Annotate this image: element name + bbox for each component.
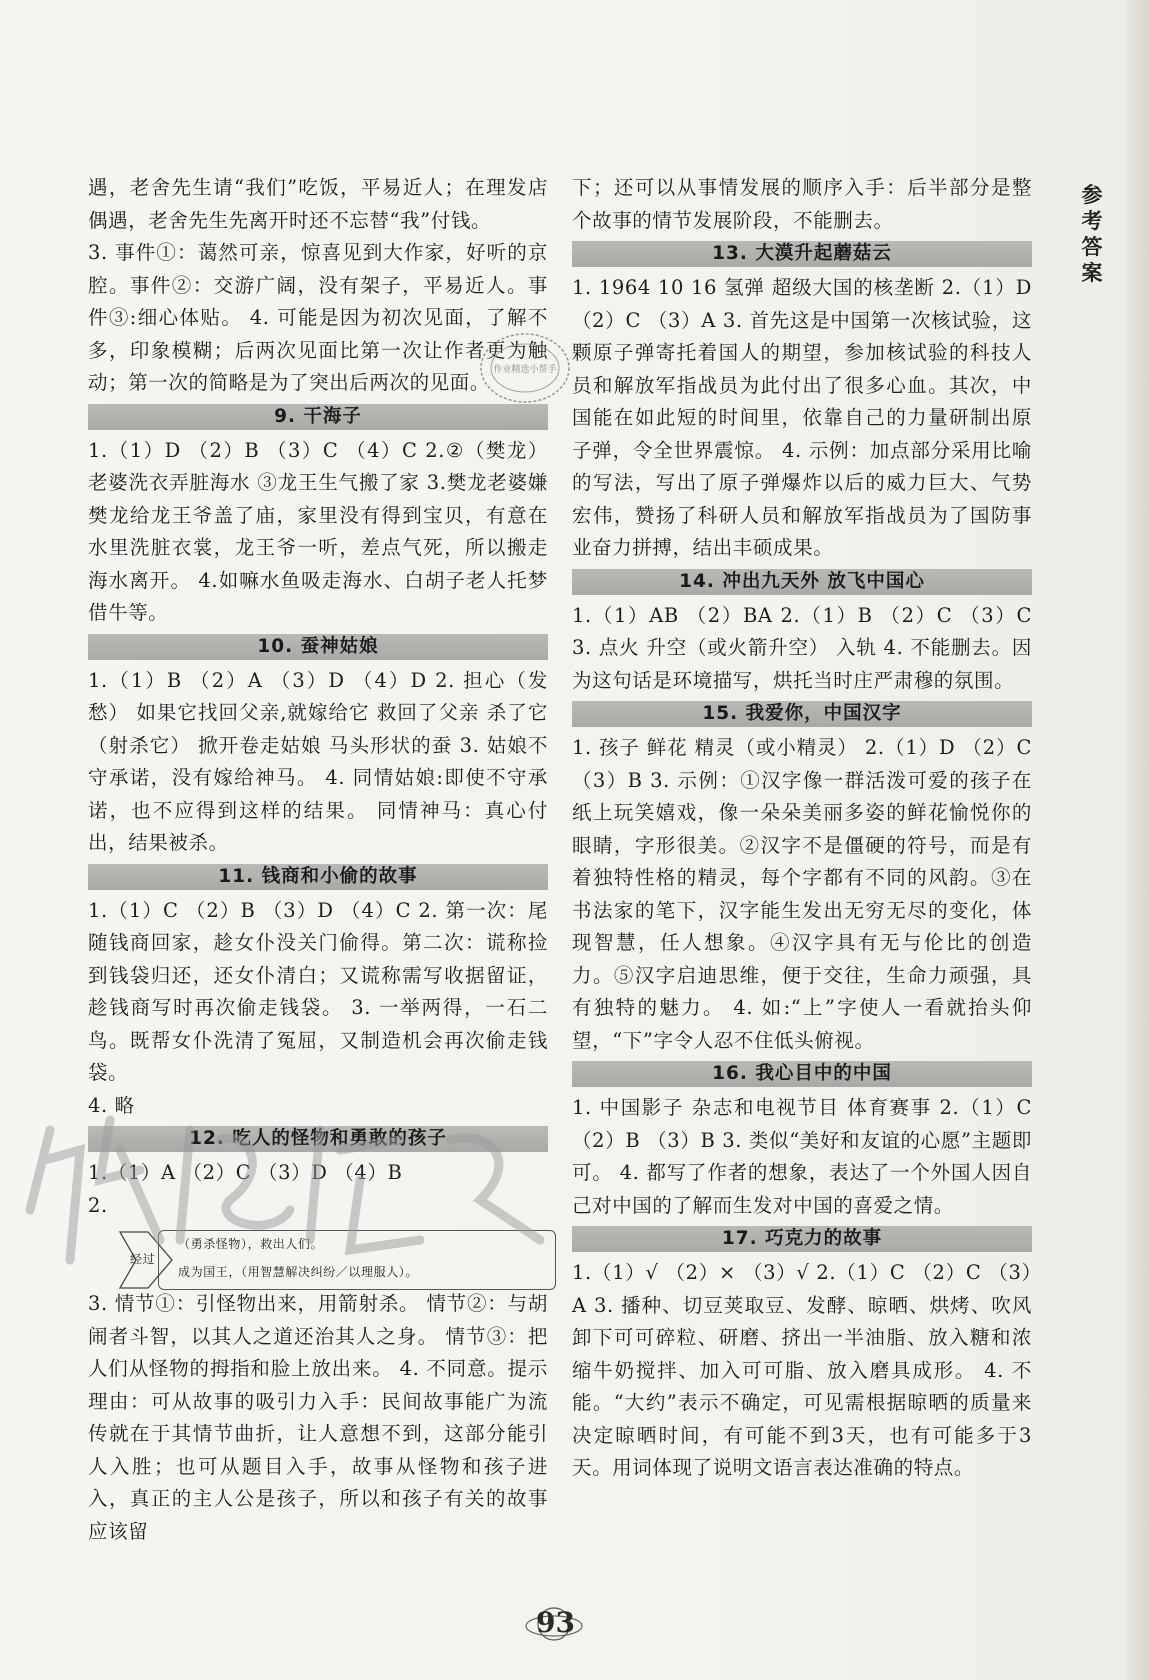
section-12-q2: 2. [88,1193,108,1217]
paragraph-intro-left: 遇，老舍先生请“我们”吃饭，平易近人；在理发店偶遇，老舍先生先离开时还不忘替“我”付钱。 [88,176,548,232]
paragraph-q3-events: 3. 事件①：蔼然可亲，惊喜见到大作家，好听的京腔。事件②：交游广阔，没有架子，平易近人。事件③:细心体贴。 4. 可能是因为初次见面，了解不多，印象模糊；后两次见面比第一次让作者更为触动；第一次的简略是为了突出后两次的见面。 [88,241,548,394]
section-body-17: 1.（1）√ （2）× （3）√ 2.（1）C （2）C （3）A 3. 播种、切豆荚取豆、发酵、晾晒、烘烤、吹风卸下可可碎粒、研磨、挤出一半油脂、放入糖和浓缩牛奶搅拌、加入可可脂、放入磨具成形。 4. 不能。“大约”表示不确定，可见需根据晾晒的质量来决定晾晒时间，有可能不到3天，也有可能多于3天。用词体现了说明文语言表达准确的特点。 [572,1261,1032,1479]
calligraphy-watermark-icon [20,1090,560,1270]
section-body-16: 1. 中国影子 杂志和电视节目 体育赛事 2.（1）C （2）B （3）B 3. 类似“美好和友谊的心愿”主题即可。 4. 都写了作者的想象，表达了一个外国人因自己对中国的了解而生发对中国的喜爱之情。 [572,1096,1032,1217]
section-body-13: 1. 1964 10 16 氢弹 超级大国的核垄断 2.（1）D （2）C （3）A 3. 首先这是中国第一次核试验，这颗原子弹寄托着国人的期望，参加核试验的科技人员和解放军指战员为此付出了很多心血。其次，中国能在如此短的时间里，依靠自己的力量研制出原子弹，令全世界震惊。 4. 示例：加点部分采用比喻的写法，写出了原子弹爆炸以后的威力巨大、气势宏伟，赞扬了科研人员和解放军指战员为了国防事业奋力拼搏，结出丰硕成果。 [572,276,1032,559]
section-title-12: 12. 吃人的怪物和勇敢的孩子 [88,1126,548,1152]
section-title-11: 11. 钱商和小偷的故事 [88,864,548,890]
diagram-label-process: 经过 [130,1252,156,1266]
section-body-9: 1.（1）D （2）B （3）C （4）C 2.②（樊龙）老婆洗衣弄脏海水 ③龙王生气搬了家 3.樊龙老婆嫌樊龙给龙王爷盖了庙，家里没有得到宝贝，有意在水里洗脏衣裳，龙王爷一听，差点气死，所以搬走海水离开。 4.如嘛水鱼吸走海水、白胡子老人托梦借牛等。 [88,438,548,624]
diagram-line-1: （勇杀怪物），救出人们。 [178,1237,324,1251]
section-title-10: 10. 蚕神姑娘 [88,634,548,660]
page-fold-edge [1126,0,1150,1680]
paragraph-intro-right: 下；还可以从事情发展的顺序入手：后半部分是整个故事的情节发展阶段，不能删去。 [572,176,1032,232]
section-body-12: 3. 情节①：引怪物出来，用箭射杀。 情节②：与胡闹者斗智，以其人之道还治其人之身。 情节③：把人们从怪物的拇指和脸上放出来。 4. 不同意。提示理由：可从故事的吸引力入手：民间故事能广为流传就在于其情节曲折，让人意想不到，这部分能引人入胜；也可从题目入手，故事从怪物和孩子进入，真正的主人公是孩子，所以和孩子有关的故事应该留 [88,1292,548,1543]
side-tab-reference-answers: 参考答案 [1081,183,1103,285]
section-title-16: 16. 我心目中的中国 [572,1061,1032,1087]
section-12-q1: 1.（1）A （2）C （3）D （4）B [88,1161,403,1184]
diagram-line-2: 成为国王，（用智慧解决纠纷／以理服人）。 [178,1265,419,1279]
page-number: 93 [536,1606,575,1639]
section-body-11: 1.（1）C （2）B （3）D （4）C 2. 第一次：尾随钱商回家，趁女仆没关门偷得。第二次：谎称捡到钱袋归还，还女仆清白；又谎称需写收据留证，趁钱商写时再次偷走钱袋。 3. 一举两得，一石二鸟。既帮女仆洗清了冤屈，又制造机会再次偷走钱袋。 [88,898,548,1084]
page-number-badge [524,1602,584,1648]
section-title-15: 15. 我爱你，中国汉字 [572,701,1032,727]
stamp-seal-text: 作业精选小帮手 [493,365,557,375]
section-title-17: 17. 巧克力的故事 [572,1226,1032,1252]
section-title-14: 14. 冲出九天外 放飞中国心 [572,569,1032,595]
section-body-14: 1.（1）AB （2）BA 2.（1）B （2）C （3）C 3. 点火 升空（或火箭升空） 入轨 4. 不能删去。因为这句话是环境描写，烘托当时庄严肃穆的氛围。 [572,603,1032,692]
section-body-10: 1.（1）B （2）A （3）D （4）D 2. 担心（发愁） 如果它找回父亲,就嫁给它 救回了父亲 杀了它（射杀它） 掀开卷走姑娘 马头形状的蚕 3. 姑娘不守承诺，没有嫁给神马。 4. 同情姑娘:即使不守承诺，也不应得到这样的结果。 同情神马：真心付出，结果被杀。 [88,668,548,854]
section-11-q4: 4. 略 [88,1093,135,1117]
right-column [572,172,1032,1485]
section-title-13: 13. 大漠升起蘑菇云 [572,241,1032,267]
stamp-seal-icon [470,318,580,418]
section-title-9: 9. 干海子 [88,404,548,430]
section-body-15: 1. 孩子 鲜花 精灵（或小精灵） 2.（1）D （2）C （3）B 3. 示例：①汉字像一群活泼可爱的孩子在纸上玩笑嬉戏，像一朵朵美丽多姿的鲜花愉悦你的眼睛，字形很美。②汉字不是僵硬的符号，而是有着独特性格的精灵，每个字都有不同的风韵。③在书法家的笔下，汉字能生发出无穷无尽的变化，体现智慧，任人想象。④汉字具有无与伦比的创造力。⑤汉字启迪思维，便于交往，生命力顽强，具有独特的魅力。 4. 如:“上”字使人一看就抬头仰望，“下”字令人忍不住低头俯视。 [572,736,1032,1052]
